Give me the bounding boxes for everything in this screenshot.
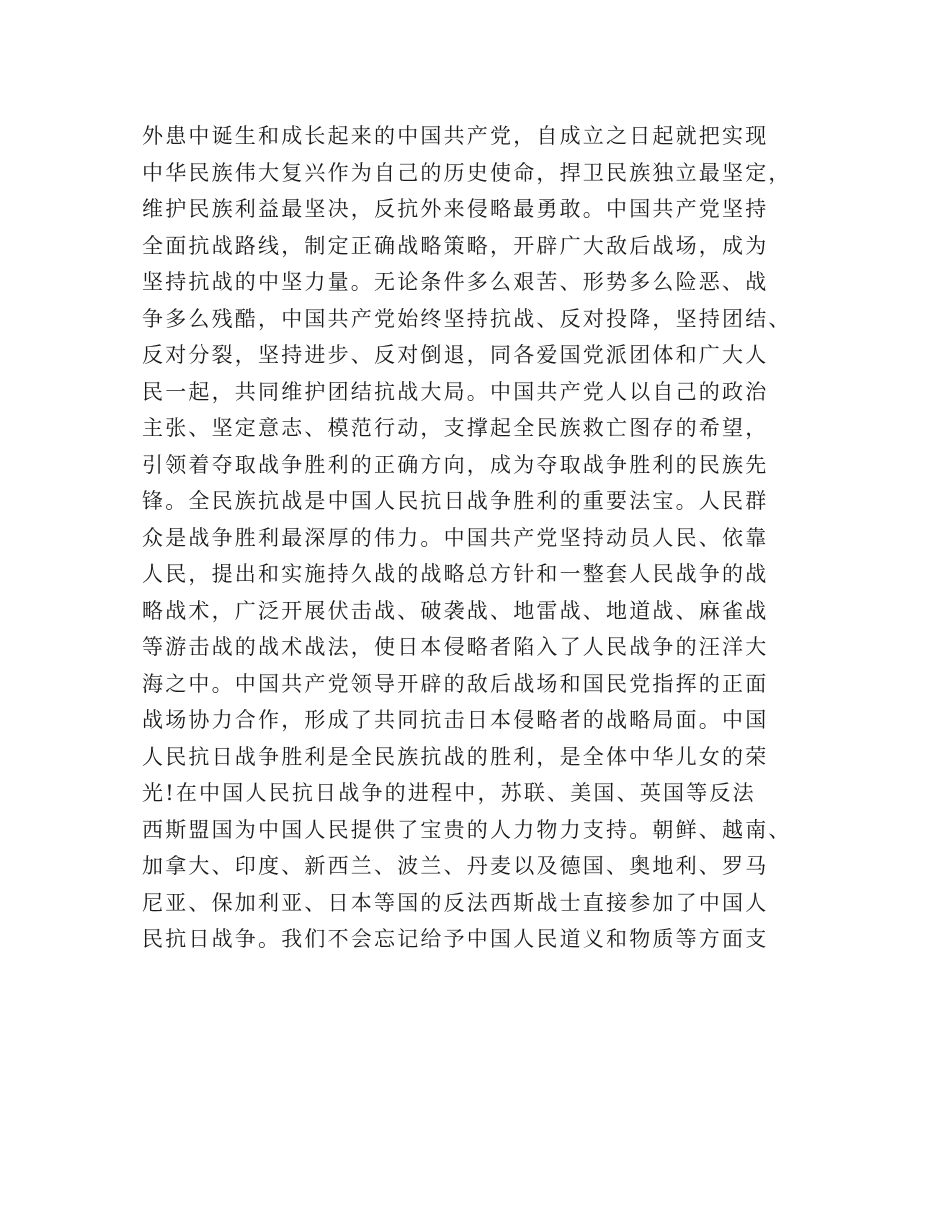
text-line: 众是战争胜利最深厚的伟力。中国共产党坚持动员人民、依靠 [142, 525, 769, 550]
text-line: 人民，提出和实施持久战的战略总方针和一整套人民战争的战 [142, 562, 769, 586]
text-line: 坚持抗战的中坚力量。无论条件多么艰苦、形势多么险恶、战 [142, 270, 769, 294]
text-line: 尼亚、保加利亚、日本等国的反法西斯战士直接参加了中国人 [142, 890, 769, 915]
text-line: 主张、坚定意志、模范行动，支撑起全民族救亡图存的希望， [142, 416, 769, 440]
text-line: 民抗日战争。我们不会忘记给予中国人民道义和物质等方面支 [142, 927, 769, 951]
text-line: 光!在中国人民抗日战争的进程中，苏联、美国、英国等反法 [142, 781, 756, 805]
text-line: 中华民族伟大复兴作为自己的历史使命，捍卫民族独立最坚定， [142, 160, 792, 185]
text-line: 外患中诞生和成长起来的中国共产党，自成立之日起就把实现 [142, 124, 769, 148]
text-line: 战场协力合作，形成了共同抗击日本侵略者的战略局面。中国 [142, 708, 769, 732]
text-line: 加拿大、印度、新西兰、波兰、丹麦以及德国、奥地利、罗马 [142, 854, 769, 878]
text-line: 争多么残酷，中国共产党始终坚持抗战、反对投降，坚持团结、 [142, 306, 792, 331]
text-line: 海之中。中国共产党领导开辟的敌后战场和国民党指挥的正面 [142, 671, 769, 696]
text-line: 等游击战的战术战法，使日本侵略者陷入了人民战争的汪洋大 [142, 635, 769, 659]
text-line: 引领着夺取战争胜利的正确方向，成为夺取战争胜利的民族先 [142, 452, 769, 477]
body-text [142, 118, 842, 958]
text-line: 锋。全民族抗战是中国人民抗日战争胜利的重要法宝。人民群 [142, 489, 769, 513]
text-line: 略战术，广泛开展伏击战、破袭战、地雷战、地道战、麻雀战 [142, 598, 769, 623]
text-line: 维护民族利益最坚决，反抗外来侵略最勇敢。中国共产党坚持 [142, 197, 769, 221]
text-line: 全面抗战路线，制定正确战略策略，开辟广大敌后战场，成为 [142, 233, 769, 258]
text-line: 西斯盟国为中国人民提供了宝贵的人力物力支持。朝鲜、越南、 [142, 817, 792, 842]
text-line: 人民抗日战争胜利是全民族抗战的胜利，是全体中华儿女的荣 [142, 744, 769, 769]
text-line: 反对分裂，坚持进步、反对倒退，同各爱国党派团体和广大人 [142, 343, 769, 367]
text-line: 民一起，共同维护团结抗战大局。中国共产党人以自己的政治 [142, 379, 769, 404]
